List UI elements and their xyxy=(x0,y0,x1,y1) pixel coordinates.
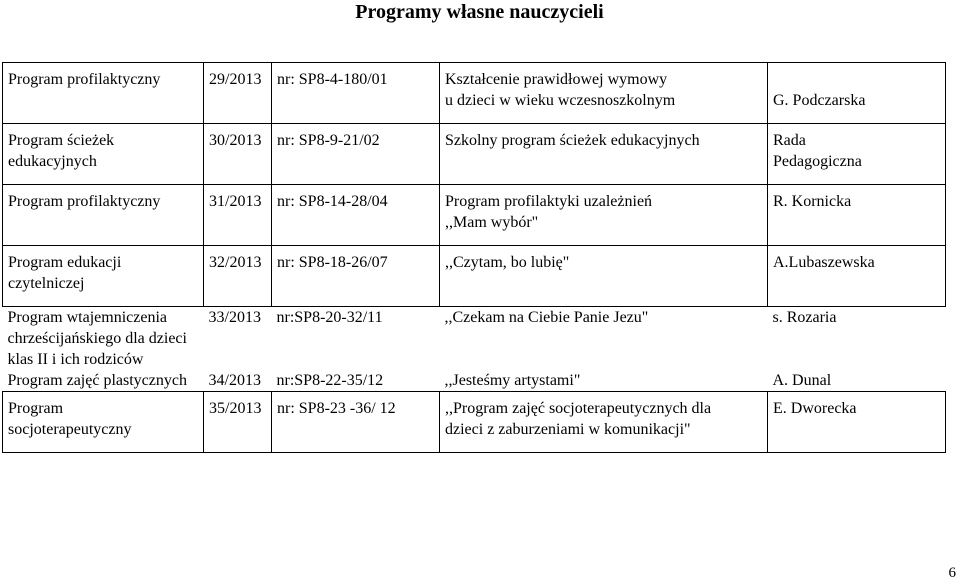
table-row xyxy=(3,307,946,371)
cell-line: s. Rozaria xyxy=(772,309,837,326)
program-number-cell: 29/2013 xyxy=(204,63,272,124)
program-name-cell xyxy=(3,185,204,246)
page-title: Programy własne nauczycieli xyxy=(355,1,604,23)
cell-line: ,,Jesteśmy artystami" xyxy=(444,372,581,389)
program-code-cell: nr: SP8-18-26/07 xyxy=(272,246,440,307)
page-number: 6 xyxy=(948,565,956,581)
cell-line: Pedagogiczna xyxy=(773,153,862,170)
table-row xyxy=(3,124,946,185)
program-author-cell xyxy=(768,392,946,453)
program-number-cell: 30/2013 xyxy=(204,124,272,185)
cell-line: ,,Czytam, bo lubię" xyxy=(445,254,570,271)
cell-line: Program xyxy=(8,400,64,417)
program-name-cell xyxy=(3,63,204,124)
program-number-cell: 33/2013 xyxy=(208,309,261,326)
program-author-cell xyxy=(768,370,946,392)
cell-line: socjoterapeutyczny xyxy=(8,421,132,438)
program-title-cell xyxy=(440,370,768,392)
program-author-cell xyxy=(768,63,946,124)
program-number-cell: 32/2013 xyxy=(204,246,272,307)
program-code-cell: nr: SP8-14-28/04 xyxy=(272,185,440,246)
cell-line: Program profilaktyki uzależnień xyxy=(445,193,653,210)
program-number-cell: 35/2013 xyxy=(204,392,272,453)
cell-line: Program edukacji xyxy=(8,254,122,271)
program-title-cell xyxy=(440,392,768,453)
program-name-cell xyxy=(3,246,204,307)
table-row xyxy=(3,63,946,124)
cell-line: Program profilaktyczny xyxy=(8,71,161,88)
table-row xyxy=(3,392,946,453)
cell-line: A.Lubaszewska xyxy=(773,254,875,271)
cell-line: Szkolny program ścieżek edukacyjnych xyxy=(445,132,700,149)
table-row xyxy=(3,370,946,392)
cell-line: ,,Program zajęć socjoterapeutycznych dla xyxy=(445,400,712,417)
program-code-cell: nr:SP8-20-32/11 xyxy=(276,309,383,326)
program-title-cell xyxy=(440,124,768,185)
cell-line: E. Dworecka xyxy=(773,400,857,417)
cell-line: Rada xyxy=(773,132,806,149)
cell-line xyxy=(773,69,940,90)
programs-table xyxy=(2,62,946,453)
cell-line: Program profilaktyczny xyxy=(8,193,161,210)
program-number-cell: 34/2013 xyxy=(208,372,261,389)
program-name-cell xyxy=(3,392,204,453)
table-row xyxy=(3,246,946,307)
program-author-cell xyxy=(768,246,946,307)
cell-line: dzieci z zaburzeniami w komunikacji" xyxy=(445,421,691,438)
cell-line: A. Dunal xyxy=(772,372,832,389)
program-title-cell xyxy=(440,185,768,246)
cell-line: G. Podczarska xyxy=(773,92,866,109)
cell-line: Program ścieżek xyxy=(8,132,115,149)
program-title-cell xyxy=(440,307,768,371)
program-number-cell: 31/2013 xyxy=(204,185,272,246)
program-name-cell xyxy=(3,307,204,371)
cell-line: czytelniczej xyxy=(8,275,85,292)
program-title-cell xyxy=(440,246,768,307)
cell-line: Program zajęć plastycznych xyxy=(7,372,187,389)
program-author-cell xyxy=(768,124,946,185)
cell-line: u dzieci w wieku wczesnoszkolnym xyxy=(445,92,676,109)
program-code-cell: nr: SP8-4-180/01 xyxy=(272,63,440,124)
cell-line: chrześcijańskiego dla dzieci xyxy=(7,330,187,347)
cell-line: klas II i ich rodziców xyxy=(7,351,144,368)
program-name-cell xyxy=(3,124,204,185)
cell-line: Program wtajemniczenia xyxy=(7,309,167,326)
cell-line: Kształcenie prawidłowej wymowy xyxy=(445,71,668,88)
program-title-cell xyxy=(440,63,768,124)
program-name-cell xyxy=(3,370,204,392)
program-code-cell: nr: SP8-23 -36/ 12 xyxy=(272,392,440,453)
cell-line: R. Kornicka xyxy=(773,193,852,210)
cell-line: ,,Mam wybór" xyxy=(445,214,539,231)
table-row xyxy=(3,185,946,246)
cell-line: edukacyjnych xyxy=(8,153,97,170)
cell-line: ,,Czekam na Ciebie Panie Jezu" xyxy=(444,309,649,326)
program-code-cell: nr: SP8-9-21/02 xyxy=(272,124,440,185)
program-author-cell xyxy=(768,307,946,371)
program-code-cell: nr:SP8-22-35/12 xyxy=(276,372,384,389)
program-author-cell xyxy=(768,185,946,246)
